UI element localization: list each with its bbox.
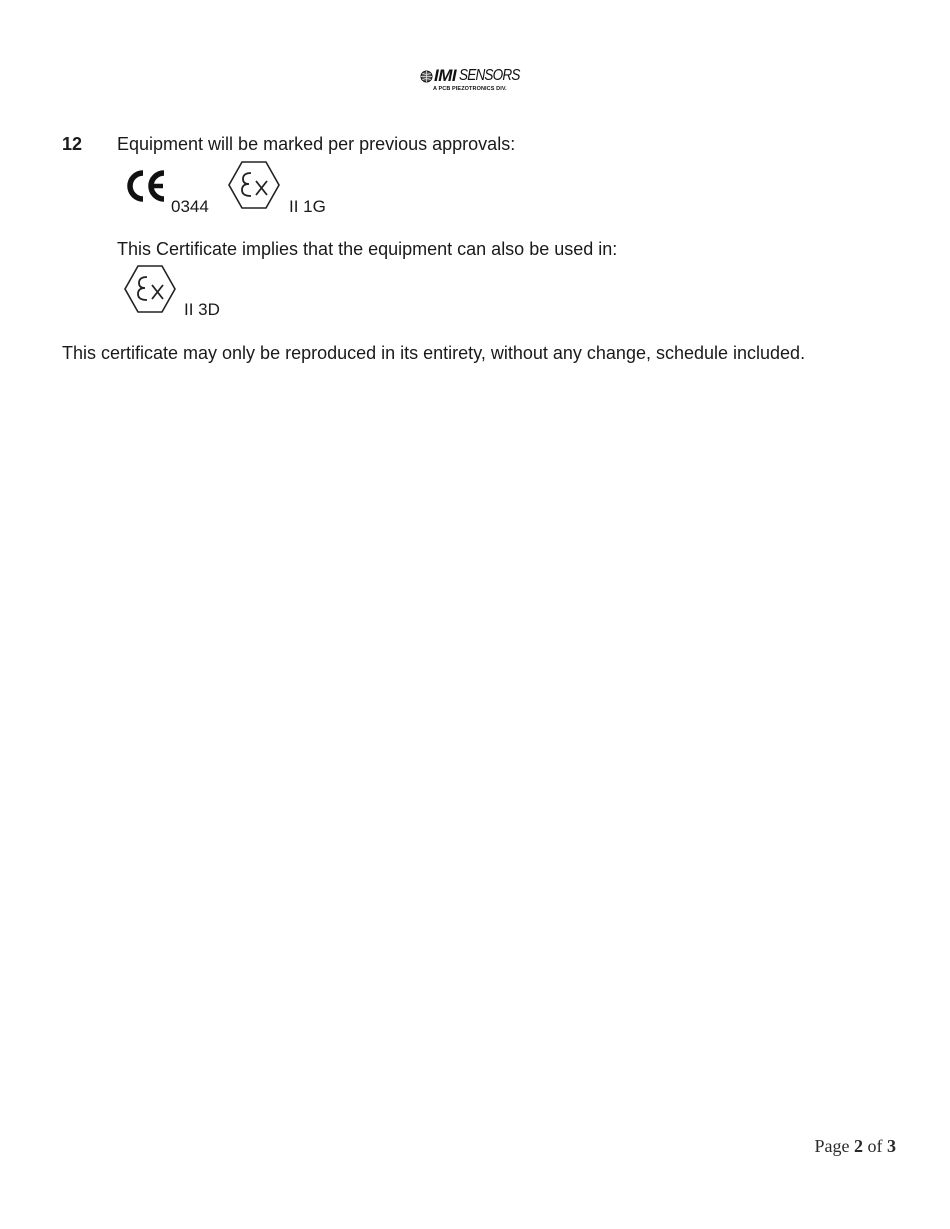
ex-category-1: II 1G bbox=[289, 197, 326, 216]
of-word: of bbox=[867, 1136, 883, 1156]
logo-brand bbox=[420, 66, 530, 86]
implies-text: This Certificate implies that the equipment can also be used in: bbox=[117, 239, 618, 259]
page-total: 3 bbox=[887, 1136, 896, 1156]
company-logo bbox=[420, 66, 536, 98]
section-number: 12 bbox=[62, 134, 83, 154]
logo-subtitle: A PCB PIEZOTRONICS DIV. bbox=[433, 86, 507, 92]
ex-hexagon-icon bbox=[123, 264, 177, 314]
page-number bbox=[815, 1136, 897, 1157]
logo-brand-name: IMI bbox=[434, 66, 457, 85]
section-heading: Equipment will be marked per previous approvals: bbox=[117, 134, 516, 154]
page-word: Page bbox=[814, 1136, 850, 1156]
ce-notified-body-number: 0344 bbox=[171, 197, 209, 216]
page-current: 2 bbox=[854, 1136, 863, 1156]
ex-hexagon-icon bbox=[227, 160, 281, 210]
globe-icon bbox=[420, 70, 433, 83]
ce-mark-icon bbox=[124, 168, 168, 204]
logo-brand-suffix: SENSORS bbox=[459, 67, 520, 84]
reproduction-note: This certificate may only be reproduced in its entirety, without any change, schedule included. bbox=[62, 343, 806, 363]
ex-category-2: II 3D bbox=[184, 300, 220, 319]
